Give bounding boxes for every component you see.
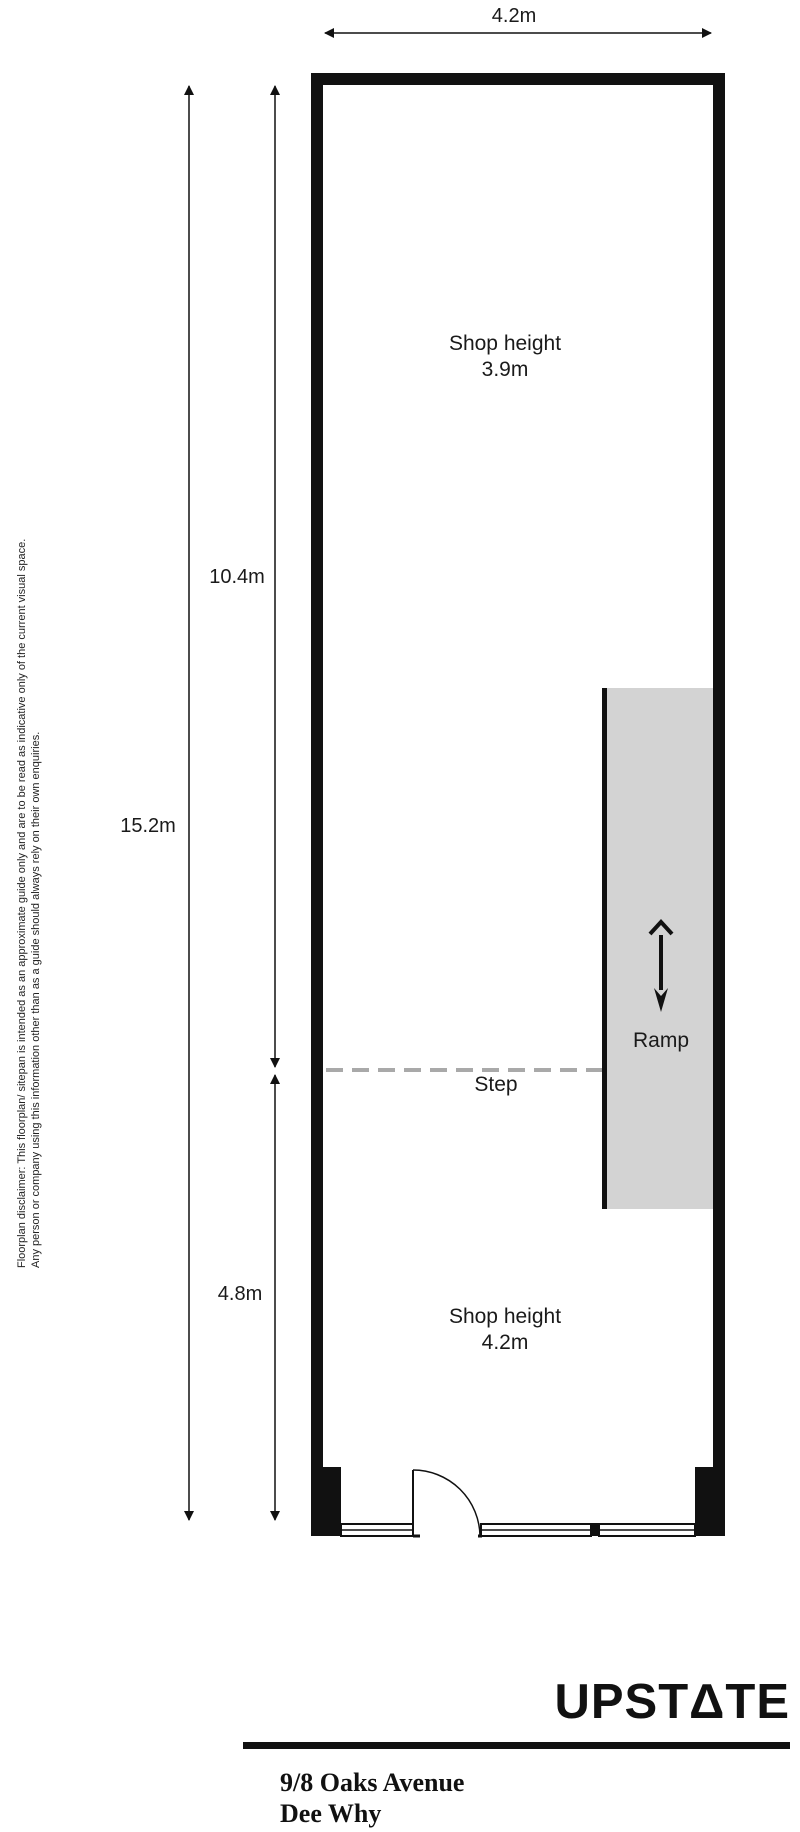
window-right [599,1524,695,1536]
wall-right [713,73,725,1536]
ramp-label: Ramp [632,1029,690,1052]
wall-top [311,73,725,85]
shopfront [341,1470,695,1536]
step [326,1070,602,1096]
window-centre [481,1524,591,1536]
wall-pillar-right [695,1467,725,1536]
dimension-total-length-label: 15.2m [120,815,176,837]
ramp [602,688,713,1209]
address-line-2: Dee Why [280,1799,382,1828]
wall-left [311,73,323,1536]
brand-logo: UPSTΔTE [554,1675,790,1729]
property-address [280,1767,464,1829]
dimension-rear-length-label: 10.4m [209,566,265,588]
step-label: Step [474,1073,518,1096]
ramp-area [604,688,713,1209]
dimension-total-length [112,86,189,1520]
wall-pillar-left [311,1467,341,1536]
dimension-width [325,5,711,33]
disclaimer-line-1: Floorplan disclaimer: This floorplan/ sitepan is intended as an approximate guide only and are to be read as indicative only of the current visual space. [16,538,28,1268]
disclaimer [16,539,42,1268]
dimension-width-label: 4.2m [491,5,537,27]
room-rear-height: 3.9m [481,358,529,381]
disclaimer-line-2: Any person or company using this information other than as a guide should always rely on their own enquiries. [30,731,42,1268]
door-swing-icon [413,1470,482,1536]
ramp-edge [602,688,607,1209]
room-rear [449,332,561,381]
room-rear-label: Shop height [448,332,562,355]
room-front [449,1305,561,1354]
window-left [341,1524,413,1536]
dimension-rear-length [209,86,275,1067]
room-front-height: 4.2m [481,1331,529,1354]
dimension-front-length-label: 4.8m [217,1283,263,1305]
brand-divider [243,1742,790,1749]
dimension-front-length [218,1075,275,1520]
window-mullion [591,1523,599,1536]
room-front-label: Shop height [448,1305,562,1328]
address-line-1: 9/8 Oaks Avenue [280,1768,465,1797]
